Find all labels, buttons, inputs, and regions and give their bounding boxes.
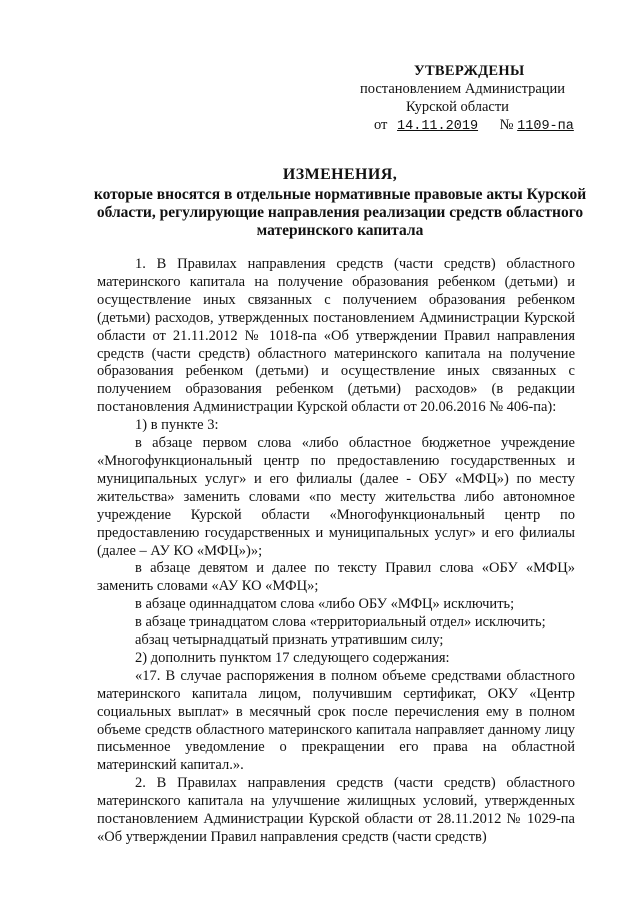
paragraph: в абзаце тринадцатом слова «территориальный отдел» исключить; — [135, 614, 546, 631]
approval-date-line — [360, 116, 600, 136]
paragraph: 2) дополнить пунктом 17 следующего содержания: — [135, 649, 450, 666]
paragraph: в абзаце первом слова «либо областное бюджетное учреждение «Многофункциональный центр по предоставлению государственных и муниципальных услуг» и его филиалы (далее - ОБУ «МФЦ») по месту жительства» заменить словами «по месту жительства либо автономное учреждение Курской области «Многофункциональный центр по предоставлению государственных и муниципальных услуг» и его филиалы (далее – АУ КО «МФЦ»)»; — [97, 435, 575, 559]
approval-region: Курской области — [406, 99, 509, 115]
approval-number: 1109-па — [517, 119, 574, 134]
paragraph: «17. В случае распоряжения в полном объеме средствами областного материнского капитала лицом, получившим сертификат, ОКУ «Центр социальных выплат» в месячный срок после перечисления ему в полном объеме средств областного материнского капитала направляет данному лицу письменное уведомление о прекращении его права на областной материнский капитал.». — [97, 667, 575, 774]
approval-issuer: постановлением Администрации — [360, 81, 566, 97]
approval-date: 14.11.2019 — [397, 119, 479, 134]
title-subtitle: которые вносятся в отдельные нормативные правовые акты Курской области, регулирующие направления реализации средств областного материнского капитала — [93, 186, 587, 239]
document-title — [90, 166, 590, 240]
paragraph: в абзаце одиннадцатом слова «либо ОБУ «МФЦ» исключить; — [135, 596, 515, 613]
approval-heading: УТВЕРЖДЕНЫ — [414, 63, 525, 79]
paragraph: 1) в пункте 3: — [135, 417, 219, 434]
approval-block — [360, 62, 600, 136]
paragraph: 2. В Правилах направления средств (части средств) областного материнского капитала на улучшение жилищных условий, утвержденных постановлением Администрации Курской области от 28.11.2012 № 1029-па «Об утверждении Правил направления средств (части средств) — [97, 775, 575, 845]
title-main: ИЗМЕНЕНИЯ, — [282, 166, 398, 183]
paragraph: абзац четырнадцатый признать утратившим силу; — [135, 632, 444, 649]
paragraph: в абзаце девятом и далее по тексту Правил слова «ОБУ «МФЦ» заменить словами «АУ КО «МФЦ»; — [97, 560, 575, 595]
from-label: от — [374, 117, 388, 133]
number-label: № — [499, 117, 514, 133]
paragraph: 1. В Правилах направления средств (части средств) областного материнского капитала на получение образования ребенком (детьми) и осуществление иных связанных с получением образования ребенком (детьми) расходов, утвержденных постановлением Администрации Курской области от 21.11.2012 № 1018-па «Об утверждении Правил направления средств (части средств) областного материнского капитала на получение образования ребенком (детьми) и осуществление иных связанных с получением образования ребенком (детьми) расходов» (в редакции постановления Администрации Курской области от 20.06.2016 № 406-па): — [97, 256, 575, 416]
document-body — [97, 256, 575, 847]
